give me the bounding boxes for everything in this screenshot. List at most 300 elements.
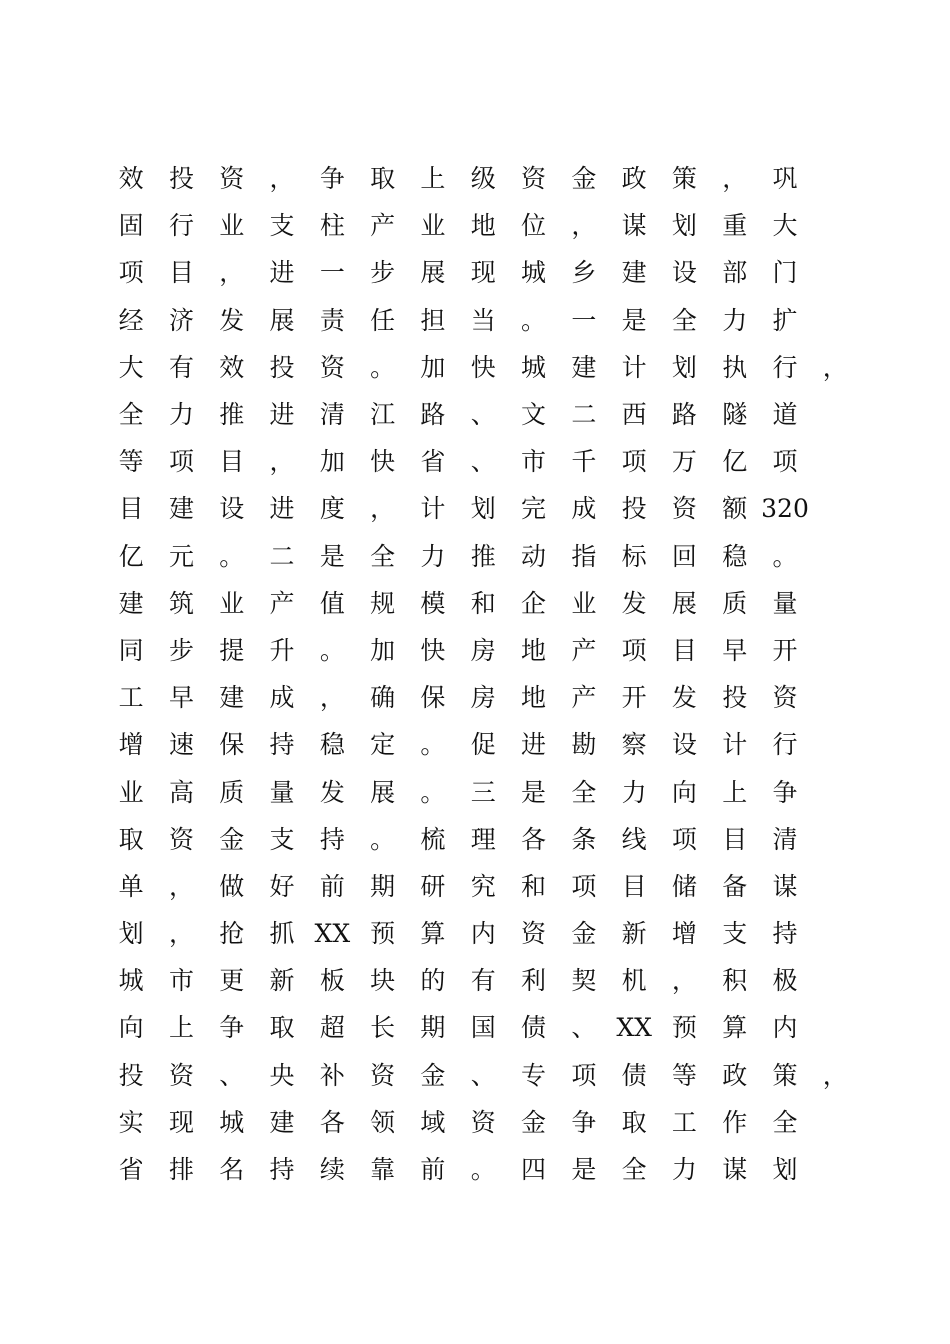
text-line (106, 674, 866, 721)
glyph-cell: 指 (571, 541, 597, 571)
glyph-cell: 持 (772, 919, 798, 949)
glyph-cell: 重 (722, 211, 748, 241)
glyph-cell: 巩 (772, 164, 798, 194)
glyph-cell: 察 (621, 730, 647, 760)
glyph-cell: 谋 (621, 211, 647, 241)
glyph-cell: ， (822, 1060, 848, 1090)
glyph-cell: 地 (470, 211, 496, 241)
glyph-cell: 快 (370, 447, 396, 477)
glyph-cell: 额 (722, 494, 748, 524)
glyph-cell: 资 (168, 824, 194, 854)
glyph-cell: 目 (168, 258, 194, 288)
glyph-cell: 积 (722, 966, 748, 996)
glyph-cell: 、 (219, 1060, 245, 1090)
glyph-cell: 业 (219, 588, 245, 618)
glyph-cell: 万 (671, 447, 697, 477)
glyph-cell: 加 (370, 635, 396, 665)
glyph-cell: 预 (671, 1013, 697, 1043)
glyph-cell: 进 (269, 258, 295, 288)
glyph-cell: 房 (470, 635, 496, 665)
glyph-cell: 项 (571, 1060, 597, 1090)
glyph-cell: 目 (621, 871, 647, 901)
glyph-cell: 业 (118, 777, 144, 807)
text-line (106, 202, 866, 249)
glyph-cell: 投 (269, 352, 295, 382)
glyph-cell: 西 (621, 400, 647, 430)
glyph-cell: 金 (219, 824, 245, 854)
glyph-cell: 划 (470, 494, 496, 524)
glyph-cell: 全 (671, 305, 697, 335)
glyph-cell: 是 (319, 541, 345, 571)
glyph-cell: 。 (420, 777, 446, 807)
glyph-cell: 研 (420, 871, 446, 901)
glyph-cell: 城 (521, 352, 547, 382)
glyph-cell: ， (319, 683, 345, 713)
glyph-cell: 做 (219, 871, 245, 901)
glyph-cell: XX (616, 1013, 652, 1043)
glyph-cell: 大 (772, 211, 798, 241)
glyph-cell: 算 (722, 1013, 748, 1043)
glyph-cell: 效 (118, 164, 144, 194)
glyph-cell: 现 (470, 258, 496, 288)
glyph-cell: ， (168, 871, 194, 901)
text-line (106, 1052, 866, 1099)
glyph-cell: 目 (118, 494, 144, 524)
glyph-cell: 清 (772, 824, 798, 854)
glyph-cell: 长 (370, 1013, 396, 1043)
glyph-cell: 资 (219, 164, 245, 194)
glyph-cell: 千 (571, 447, 597, 477)
glyph-cell: 。 (470, 1155, 496, 1185)
glyph-cell: 力 (168, 400, 194, 430)
glyph-cell: 究 (470, 871, 496, 901)
glyph-cell: 。 (521, 305, 547, 335)
glyph-cell: 开 (772, 635, 798, 665)
glyph-cell: 争 (571, 1107, 597, 1137)
glyph-cell: 展 (671, 588, 697, 618)
glyph-cell: 保 (219, 730, 245, 760)
glyph-cell: 投 (168, 164, 194, 194)
glyph-cell: 量 (772, 588, 798, 618)
glyph-cell: 储 (671, 871, 697, 901)
glyph-cell: 保 (420, 683, 446, 713)
glyph-cell: 全 (370, 541, 396, 571)
glyph-cell: ， (168, 919, 194, 949)
text-line (106, 438, 866, 485)
glyph-cell: 加 (420, 352, 446, 382)
glyph-cell: 线 (621, 824, 647, 854)
glyph-cell: 债 (521, 1013, 547, 1043)
glyph-cell: 现 (168, 1107, 194, 1137)
glyph-cell: 域 (420, 1107, 446, 1137)
glyph-cell: 建 (168, 494, 194, 524)
glyph-cell: 早 (168, 683, 194, 713)
glyph-cell: 完 (521, 494, 547, 524)
glyph-cell: 期 (420, 1013, 446, 1043)
glyph-cell: 项 (671, 824, 697, 854)
text-line (106, 249, 866, 296)
glyph-cell: 项 (621, 447, 647, 477)
glyph-cell: 城 (521, 258, 547, 288)
glyph-cell: 进 (269, 494, 295, 524)
text-line (106, 910, 866, 957)
glyph-cell: 期 (370, 871, 396, 901)
glyph-cell: 行 (772, 730, 798, 760)
glyph-cell: 支 (722, 919, 748, 949)
glyph-cell: 资 (521, 164, 547, 194)
glyph-cell: 增 (118, 730, 144, 760)
glyph-cell: 固 (118, 211, 144, 241)
text-line (106, 721, 866, 768)
glyph-cell: 央 (269, 1060, 295, 1090)
glyph-cell: 业 (571, 588, 597, 618)
glyph-cell: 早 (722, 635, 748, 665)
glyph-cell: 谋 (722, 1155, 748, 1185)
glyph-cell: 谋 (772, 871, 798, 901)
glyph-cell: 地 (521, 635, 547, 665)
glyph-cell: ， (671, 966, 697, 996)
glyph-cell: 力 (621, 777, 647, 807)
glyph-cell: 支 (269, 824, 295, 854)
glyph-cell: 一 (571, 305, 597, 335)
glyph-cell: 稳 (722, 541, 748, 571)
glyph-cell: 机 (621, 966, 647, 996)
glyph-cell: 排 (168, 1155, 194, 1185)
glyph-cell: 320 (761, 494, 809, 524)
glyph-cell: 全 (118, 400, 144, 430)
glyph-cell: 标 (621, 541, 647, 571)
glyph-cell: 城 (219, 1107, 245, 1137)
glyph-cell: 建 (219, 683, 245, 713)
glyph-cell: 。 (370, 352, 396, 382)
glyph-cell: 当 (470, 305, 496, 335)
glyph-cell: 资 (521, 919, 547, 949)
glyph-cell: 二 (571, 400, 597, 430)
glyph-cell: 条 (571, 824, 597, 854)
glyph-cell: ， (370, 494, 396, 524)
glyph-cell: 是 (571, 1155, 597, 1185)
glyph-cell: 亿 (118, 541, 144, 571)
glyph-cell: 新 (269, 966, 295, 996)
glyph-cell: 道 (772, 400, 798, 430)
glyph-cell: 成 (269, 683, 295, 713)
glyph-cell: 争 (319, 164, 345, 194)
glyph-cell: 金 (571, 164, 597, 194)
text-line (106, 1004, 866, 1051)
glyph-cell: 目 (722, 824, 748, 854)
glyph-cell: 三 (470, 777, 496, 807)
glyph-cell: 开 (621, 683, 647, 713)
glyph-cell: 预 (370, 919, 396, 949)
glyph-cell: 。 (370, 824, 396, 854)
text-line (106, 627, 866, 674)
glyph-cell: 持 (319, 824, 345, 854)
text-line (106, 155, 866, 202)
glyph-cell: 行 (772, 352, 798, 382)
glyph-cell: ， (269, 447, 295, 477)
glyph-cell: ， (822, 352, 848, 382)
glyph-cell: 乡 (571, 258, 597, 288)
glyph-cell: 展 (370, 777, 396, 807)
glyph-cell: 等 (118, 447, 144, 477)
glyph-cell: 争 (219, 1013, 245, 1043)
glyph-cell: 省 (420, 447, 446, 477)
glyph-cell: 资 (671, 494, 697, 524)
glyph-cell: 部 (722, 258, 748, 288)
glyph-cell: 目 (219, 447, 245, 477)
glyph-cell: 备 (722, 871, 748, 901)
glyph-cell: XX (314, 919, 351, 949)
glyph-cell: 投 (722, 683, 748, 713)
glyph-cell: 取 (621, 1107, 647, 1137)
glyph-cell: 各 (319, 1107, 345, 1137)
glyph-cell: 发 (621, 588, 647, 618)
glyph-cell: 项 (168, 447, 194, 477)
glyph-cell: 量 (269, 777, 295, 807)
glyph-cell: 极 (772, 966, 798, 996)
glyph-cell: 。 (319, 635, 345, 665)
glyph-cell: 划 (118, 919, 144, 949)
text-line (106, 344, 866, 391)
glyph-cell: 文 (521, 400, 547, 430)
glyph-cell: 的 (420, 966, 446, 996)
glyph-cell: ， (722, 164, 748, 194)
glyph-cell: 隧 (722, 400, 748, 430)
glyph-cell: 。 (420, 730, 446, 760)
glyph-cell: 力 (671, 1155, 697, 1185)
glyph-cell: 资 (319, 352, 345, 382)
glyph-cell: 产 (269, 588, 295, 618)
glyph-cell: 靠 (370, 1155, 396, 1185)
glyph-cell: 城 (118, 966, 144, 996)
glyph-cell: 争 (772, 777, 798, 807)
glyph-cell: 有 (470, 966, 496, 996)
glyph-cell: 快 (470, 352, 496, 382)
glyph-cell: 推 (470, 541, 496, 571)
glyph-cell: 步 (370, 258, 396, 288)
glyph-cell: 计 (420, 494, 446, 524)
glyph-cell: 建 (118, 588, 144, 618)
glyph-cell: 上 (722, 777, 748, 807)
glyph-cell: 清 (319, 400, 345, 430)
glyph-cell: 一 (319, 258, 345, 288)
glyph-cell: 。 (219, 541, 245, 571)
glyph-cell: 四 (521, 1155, 547, 1185)
glyph-cell: 政 (621, 164, 647, 194)
glyph-cell: 路 (420, 400, 446, 430)
glyph-cell: 确 (370, 683, 396, 713)
text-line (106, 391, 866, 438)
glyph-cell: 超 (319, 1013, 345, 1043)
glyph-cell: 快 (420, 635, 446, 665)
glyph-cell: 设 (219, 494, 245, 524)
text-line (106, 580, 866, 627)
glyph-cell: 。 (772, 541, 798, 571)
glyph-cell: 值 (319, 588, 345, 618)
text-line (106, 1146, 866, 1193)
glyph-cell: 目 (671, 635, 697, 665)
glyph-cell: 金 (420, 1060, 446, 1090)
glyph-cell: 效 (219, 352, 245, 382)
glyph-cell: 抓 (269, 919, 295, 949)
glyph-cell: 全 (621, 1155, 647, 1185)
glyph-cell: 亿 (722, 447, 748, 477)
glyph-cell: 工 (118, 683, 144, 713)
glyph-cell: 设 (671, 258, 697, 288)
glyph-cell: 加 (319, 447, 345, 477)
glyph-cell: 和 (470, 588, 496, 618)
glyph-cell: ， (571, 211, 597, 241)
text-line (106, 533, 866, 580)
glyph-cell: ， (219, 258, 245, 288)
glyph-cell: 投 (621, 494, 647, 524)
glyph-cell: 抢 (219, 919, 245, 949)
glyph-cell: 计 (621, 352, 647, 382)
glyph-cell: 各 (521, 824, 547, 854)
glyph-cell: 投 (118, 1060, 144, 1090)
glyph-cell: 定 (370, 730, 396, 760)
glyph-cell: 项 (772, 447, 798, 477)
glyph-cell: 是 (621, 305, 647, 335)
glyph-cell: 回 (671, 541, 697, 571)
glyph-cell: 房 (470, 683, 496, 713)
glyph-cell: 地 (521, 683, 547, 713)
glyph-cell: 向 (671, 777, 697, 807)
glyph-cell: 济 (168, 305, 194, 335)
text-line (106, 957, 866, 1004)
glyph-cell: 工 (671, 1107, 697, 1137)
glyph-cell: 设 (671, 730, 697, 760)
glyph-cell: 市 (521, 447, 547, 477)
glyph-cell: 扩 (772, 305, 798, 335)
glyph-cell: 进 (521, 730, 547, 760)
glyph-cell: 取 (269, 1013, 295, 1043)
glyph-cell: 单 (118, 871, 144, 901)
glyph-cell: 建 (571, 352, 597, 382)
glyph-cell: 步 (168, 635, 194, 665)
glyph-cell: 项 (571, 871, 597, 901)
glyph-cell: 责 (319, 305, 345, 335)
glyph-cell: 力 (722, 305, 748, 335)
glyph-cell: 筑 (168, 588, 194, 618)
glyph-cell: 进 (269, 400, 295, 430)
glyph-cell: 策 (671, 164, 697, 194)
glyph-cell: 内 (772, 1013, 798, 1043)
glyph-cell: 行 (168, 211, 194, 241)
glyph-cell: 资 (370, 1060, 396, 1090)
glyph-cell: 业 (420, 211, 446, 241)
glyph-cell: 模 (420, 588, 446, 618)
glyph-cell: 建 (269, 1107, 295, 1137)
text-line (106, 816, 866, 863)
glyph-cell: 质 (722, 588, 748, 618)
glyph-cell: 项 (118, 258, 144, 288)
glyph-cell: 市 (168, 966, 194, 996)
glyph-cell: 产 (370, 211, 396, 241)
glyph-cell: 展 (269, 305, 295, 335)
glyph-cell: 名 (219, 1155, 245, 1185)
glyph-cell: 持 (269, 730, 295, 760)
glyph-cell: 发 (671, 683, 697, 713)
glyph-cell: 二 (269, 541, 295, 571)
glyph-cell: 推 (219, 400, 245, 430)
glyph-cell: 任 (370, 305, 396, 335)
glyph-cell: 取 (118, 824, 144, 854)
glyph-cell: 实 (118, 1107, 144, 1137)
glyph-cell: 升 (269, 635, 295, 665)
text-line (106, 485, 866, 532)
glyph-cell: 等 (671, 1060, 697, 1090)
glyph-cell: 更 (219, 966, 245, 996)
glyph-cell: 国 (470, 1013, 496, 1043)
glyph-cell: 和 (521, 871, 547, 901)
glyph-cell: 全 (571, 777, 597, 807)
glyph-cell: 高 (168, 777, 194, 807)
glyph-cell: 前 (420, 1155, 446, 1185)
glyph-cell: 前 (319, 871, 345, 901)
glyph-cell: 动 (521, 541, 547, 571)
glyph-cell: 稳 (319, 730, 345, 760)
glyph-cell: 大 (118, 352, 144, 382)
glyph-cell: 质 (219, 777, 245, 807)
glyph-cell: 向 (118, 1013, 144, 1043)
text-line (106, 297, 866, 344)
glyph-cell: 计 (722, 730, 748, 760)
glyph-cell: 金 (571, 919, 597, 949)
glyph-cell: 建 (621, 258, 647, 288)
glyph-cell: 展 (420, 258, 446, 288)
glyph-cell: 省 (118, 1155, 144, 1185)
glyph-cell: 、 (470, 1060, 496, 1090)
glyph-cell: 、 (470, 400, 496, 430)
glyph-cell: 补 (319, 1060, 345, 1090)
text-line (106, 863, 866, 910)
glyph-cell: 江 (370, 400, 396, 430)
glyph-cell: 政 (722, 1060, 748, 1090)
glyph-cell: 划 (671, 211, 697, 241)
glyph-cell: 划 (671, 352, 697, 382)
glyph-cell: 内 (470, 919, 496, 949)
glyph-cell: 好 (269, 871, 295, 901)
glyph-cell: 梳 (420, 824, 446, 854)
glyph-cell: 路 (671, 400, 697, 430)
glyph-cell: 取 (370, 164, 396, 194)
glyph-cell: 同 (118, 635, 144, 665)
glyph-cell: 力 (420, 541, 446, 571)
glyph-cell: 项 (621, 635, 647, 665)
glyph-cell: 度 (319, 494, 345, 524)
glyph-cell: 领 (370, 1107, 396, 1137)
glyph-cell: 上 (420, 164, 446, 194)
glyph-cell: 作 (722, 1107, 748, 1137)
glyph-cell: 勘 (571, 730, 597, 760)
glyph-cell: 新 (621, 919, 647, 949)
glyph-cell: 续 (319, 1155, 345, 1185)
glyph-cell: 是 (521, 777, 547, 807)
glyph-cell: 有 (168, 352, 194, 382)
glyph-cell: 算 (420, 919, 446, 949)
glyph-cell: 资 (168, 1060, 194, 1090)
glyph-cell: 全 (772, 1107, 798, 1137)
glyph-cell: 规 (370, 588, 396, 618)
glyph-cell: 利 (521, 966, 547, 996)
glyph-cell: ， (269, 164, 295, 194)
glyph-cell: 支 (269, 211, 295, 241)
body-text (106, 155, 866, 1193)
text-line (106, 768, 866, 815)
glyph-cell: 门 (772, 258, 798, 288)
glyph-cell: 板 (319, 966, 345, 996)
